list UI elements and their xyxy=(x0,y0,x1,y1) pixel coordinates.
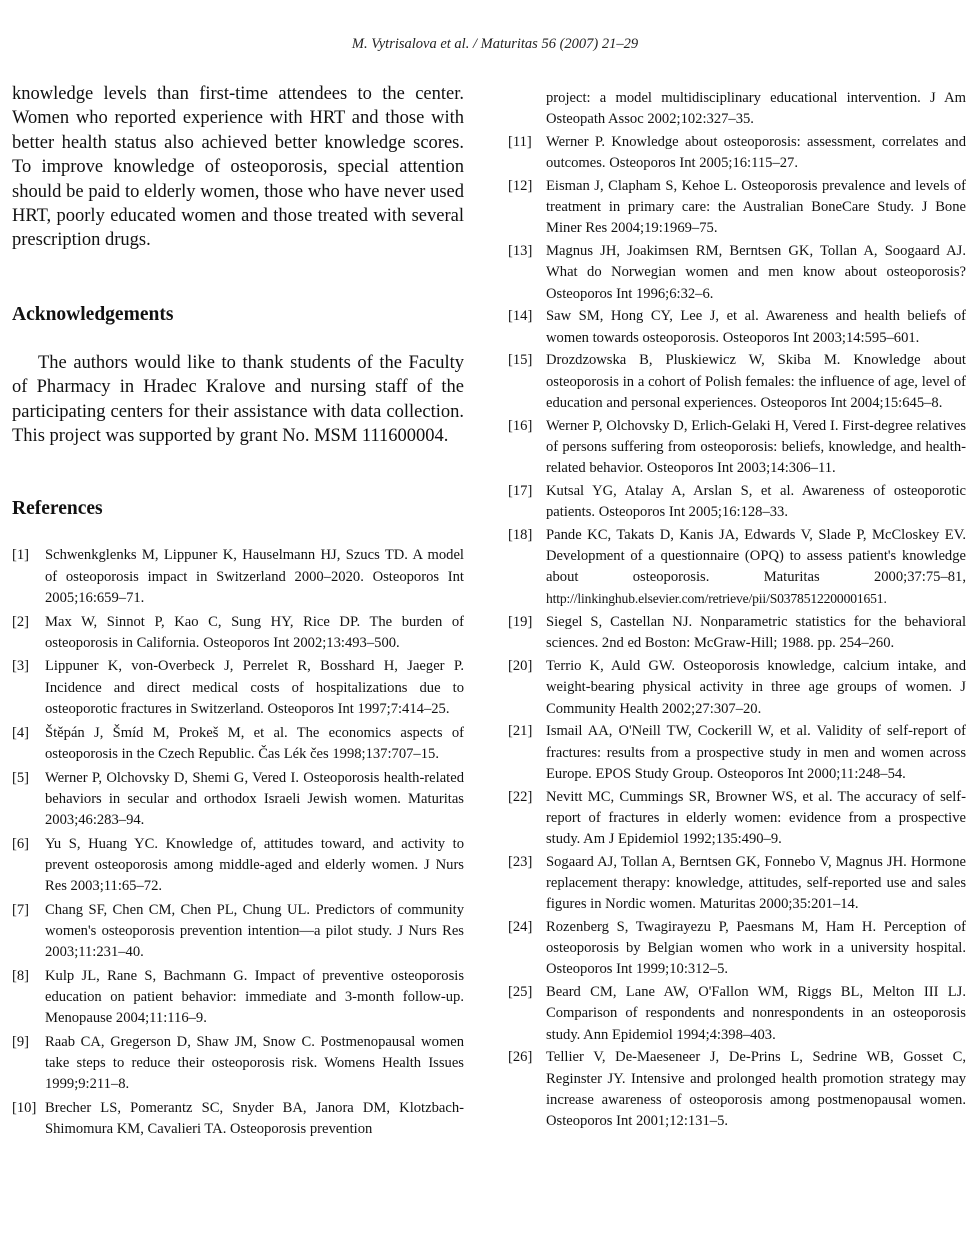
reference-item xyxy=(12,900,464,964)
running-head: M. Vytrisalova et al. / Maturitas 56 (2007) 21–29 xyxy=(351,36,639,52)
reference-text: Pande KC, Takats D, Kanis JA, Edwards V, Slade P, McCloskey EV. Development of a questionnaire (OPQ) to assess patient's knowledge about osteoporosis. Maturitas 2000;37:75–81, xyxy=(546,526,966,586)
reference-text: Siegel S, Castellan NJ. Nonparametric statistics for the behavioral sciences. 2nd ed Boston: McGraw-Hill; 1988. pp. 254–260. xyxy=(546,614,966,652)
reference-text: Werner P, Olchovsky D, Erlich-Gelaki H, Vered I. First-degree relatives of persons suffering from osteoporosis: beliefs, knowledge, and health-related behavior. Osteoporos Int 2003;14:306–11. xyxy=(546,417,966,477)
reference-number: [26] xyxy=(508,1049,533,1066)
reference-item xyxy=(12,612,464,654)
reference-text: Sogaard AJ, Tollan A, Berntsen GK, Fonnebo V, Magnus JH. Hormone replacement therapy: knowledge, attitudes, self-reported use and sales figures in Nordic women. Maturitas 2000;35:201–14. xyxy=(546,853,966,913)
reference-item xyxy=(12,656,464,720)
reference-number: [16] xyxy=(508,417,533,434)
reference-number: [23] xyxy=(508,853,533,870)
reference-text: Saw SM, Hong CY, Lee J, et al. Awareness and health beliefs of women towards osteoporosis. Osteoporos Int 2003;14:595–601. xyxy=(546,308,966,346)
reference-text: Raab CA, Gregerson D, Shaw JM, Snow C. Postmenopausal women take steps to reduce their osteoporosis risk. Womens Health Issues 1999;9:211–8. xyxy=(45,1033,464,1093)
acknowledgements-heading: Acknowledgements xyxy=(12,303,174,325)
reference-number: [22] xyxy=(508,788,533,805)
reference-item xyxy=(508,982,966,1046)
reference-text: Chang SF, Chen CM, Chen PL, Chung UL. Predictors of community women's osteoporosis prevention intention—a pilot study. J Nurs Res 2003;11:231–40. xyxy=(45,901,464,961)
right-column xyxy=(508,88,966,1134)
reference-text: Schwenkglenks M, Lippuner K, Hauselmann HJ, Szucs TD. A model of osteoporosis impact in Switzerland 2000–2020. Osteoporos Int 2005;16:659–71. xyxy=(45,547,464,606)
reference-text: Yu S, Huang YC. Knowledge of, attitudes toward, and activity to prevent osteoporosis among middle-aged and elderly women. J Nurs Res 2003;11:65–72. xyxy=(45,835,464,895)
reference-number: [8] xyxy=(12,967,30,984)
reference-number: [18] xyxy=(508,526,533,543)
reference-text: Beard CM, Lane AW, O'Fallon WM, Riggs BL, Melton III LJ. Comparison of respondents and nonrespondents in an osteoporosis study. Ann Epidemiol 1994;4:398–403. xyxy=(546,984,966,1043)
reference-number: [7] xyxy=(12,901,30,918)
reference-item xyxy=(508,132,966,174)
reference-item xyxy=(508,241,966,305)
reference-number: [1] xyxy=(12,547,30,564)
reference-number: [17] xyxy=(508,482,533,499)
reference-text: Werner P. Knowledge about osteoporosis: assessment, correlates and outcomes. Osteoporos Int 2005;16:115–27. xyxy=(546,134,966,172)
reference-text: Terrio K, Auld GW. Osteoporosis knowledge, calcium intake, and weight-bearing physical activity in three age groups of women. J Community Health 2002;27:307–20. xyxy=(546,658,966,717)
reference-text: project: a model multidisciplinary educational intervention. J Am Osteopath Assoc 2002;102:327–35. xyxy=(546,90,966,128)
conclusion-paragraph: knowledge levels than first-time attendees to the center. Women who reported experience with HRT and those with better health status also achieved better knowledge scores. To improve knowledge of osteoporosis, special attention should be paid to elderly women, those who have never used HRT, poorly educated women and those treated with several prescription drugs. xyxy=(12,84,464,251)
reference-number: [24] xyxy=(508,919,533,936)
reference-item xyxy=(508,852,966,916)
reference-item xyxy=(12,834,464,898)
reference-number: [6] xyxy=(12,835,30,852)
acknowledgements-paragraph: The authors would like to thank students of the Faculty of Pharmacy in Hradec Kralove and nursing staff of the participating centers for their assistance with data collection. This project was supported by grant No. MSM 111600004. xyxy=(12,352,464,447)
reference-number: [2] xyxy=(12,613,30,630)
reference-item xyxy=(12,768,464,832)
reference-item xyxy=(12,545,464,609)
reference-number: [5] xyxy=(12,769,30,786)
reference-item xyxy=(508,1047,966,1132)
reference-number: [19] xyxy=(508,614,533,631)
reference-item xyxy=(12,966,464,1030)
reference-number: [4] xyxy=(12,724,30,741)
reference-item xyxy=(12,1098,464,1140)
reference-number: [10] xyxy=(12,1100,37,1117)
reference-list-left xyxy=(12,545,464,1140)
reference-item xyxy=(508,525,966,611)
reference-item xyxy=(508,721,966,785)
reference-number: [3] xyxy=(12,658,30,675)
reference-item xyxy=(508,612,966,654)
reference-item xyxy=(508,306,966,348)
reference-item xyxy=(12,723,464,765)
reference-item xyxy=(508,350,966,414)
reference-number: [12] xyxy=(508,178,533,194)
reference-text: Ismail AA, O'Neill TW, Cockerill W, et al. Validity of self-report of fractures: results from a prospective study in men and women across Europe. EPOS Study Group. Osteoporos Int 2000;11:248–54. xyxy=(546,723,966,782)
reference-number: [25] xyxy=(508,984,533,1001)
left-column xyxy=(12,82,464,1143)
reference-url[interactable]: http://linkinghub.elsevier.com/retrieve/pii/S0378512200001651. xyxy=(546,591,887,607)
reference-text: Magnus JH, Joakimsen RM, Berntsen GK, Tollan A, Soogaard AJ. What do Norwegian women and men know about osteoporosis? Osteoporos Int 1996;6:32–6. xyxy=(546,243,966,302)
reference-text: Lippuner K, von-Overbeck J, Perrelet R, Bosshard H, Jaeger P. Incidence and direct medical costs of hospitalizations due to osteoporotic fractures in Switzerland. Osteoporos Int 1997;7:414–25. xyxy=(45,658,464,717)
reference-item xyxy=(508,787,966,851)
reference-text: Tellier V, De-Maeseneer J, De-Prins L, Sedrine WB, Gosset C, Reginster JY. Intensive and prolonged health promotion strategy may increase awareness of osteoporosis among postmenopausal women. Osteoporos Int 2001;12:131–5. xyxy=(546,1049,966,1130)
reference-item xyxy=(508,917,966,981)
reference-number: [20] xyxy=(508,658,533,675)
reference-number: [11] xyxy=(508,134,532,150)
reference-text: Kulp JL, Rane S, Bachmann G. Impact of preventive osteoporosis education on patient behavior: immediate and 3-month follow-up. Menopause 2004;11:116–9. xyxy=(45,967,464,1027)
reference-item xyxy=(508,481,966,523)
reference-text: Eisman J, Clapham S, Kehoe L. Osteoporosis prevalence and levels of treatment in primary care: the Australian BoneCare Study. J Bone Miner Res 2004;19:1969–75. xyxy=(546,178,966,237)
reference-text: Werner P, Olchovsky D, Shemi G, Vered I. Osteoporosis health-related behaviors in secular and orthodox Israeli Jewish women. Maturitas 2003;46:283–94. xyxy=(45,769,464,828)
reference-item xyxy=(12,1032,464,1096)
reference-item xyxy=(508,656,966,720)
reference-text: Max W, Sinnot P, Kao C, Sung HY, Rice DP. The burden of osteoporosis in California. Osteoporos Int 2002;13:493–500. xyxy=(45,613,464,651)
reference-text: Drozdzowska B, Pluskiewicz W, Skiba M. Knowledge about osteoporosis in a cohort of Polish females: the influence of age, level of education and personal experiences. Osteoporos Int 2004;15:645–8. xyxy=(546,352,966,411)
reference-number: [13] xyxy=(508,243,533,260)
reference-continuation xyxy=(508,88,966,130)
reference-item xyxy=(508,176,966,240)
reference-number: [21] xyxy=(508,723,533,740)
reference-text: Štěpán J, Šmíd M, Prokeš M, et al. The economics aspects of osteoporosis in the Czech Republic. Čas Lék čes 1998;137:707–15. xyxy=(45,724,464,762)
reference-number: [14] xyxy=(508,308,533,325)
reference-number: [9] xyxy=(12,1033,30,1050)
reference-text: Rozenberg S, Twagirayezu P, Paesmans M, Ham H. Perception of osteoporosis by Belgian women who work in a university hospital. Osteoporos Int 1999;10:312–5. xyxy=(546,919,966,978)
reference-number: [15] xyxy=(508,352,533,369)
references-heading: References xyxy=(12,498,103,520)
reference-text: Nevitt MC, Cummings SR, Browner WS, et al. The accuracy of self-report of fractures in elderly women: evidence from a prospective study. Am J Epidemiol 1992;135:490–9. xyxy=(546,788,966,848)
reference-text: Brecher LS, Pomerantz SC, Snyder BA, Janora DM, Klotzbach-Shimomura KM, Cavalieri TA. Osteoporosis prevention xyxy=(45,1100,464,1138)
reference-item xyxy=(508,416,966,480)
reference-text: Kutsal YG, Atalay A, Arslan S, et al. Awareness of osteoporotic patients. Osteoporos Int 2005;16:128–33. xyxy=(546,482,966,521)
